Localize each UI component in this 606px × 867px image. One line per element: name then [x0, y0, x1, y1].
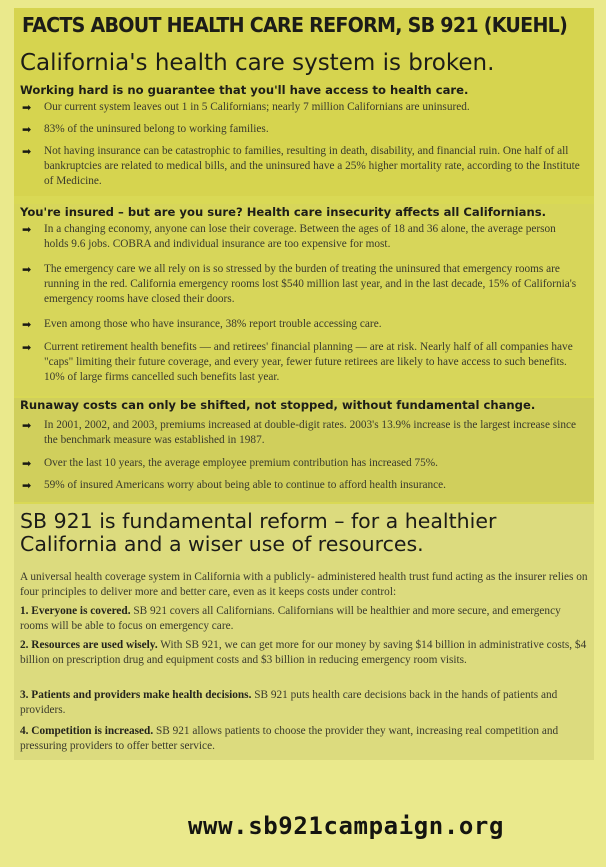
reform-point-lead: 4. Competition is increased.	[20, 725, 154, 737]
reform-point	[20, 724, 590, 754]
arrow-right-icon: ➡	[22, 318, 32, 331]
reform-point-lead: 1. Everyone is covered.	[20, 605, 131, 617]
list-item: ➡ In 2001, 2002, and 2003, premiums increased at double-digit rates. 2003's 13.9% increase is the largest increase since the benchmark measure was established in 1987.	[22, 419, 577, 446]
arrow-right-icon: ➡	[22, 419, 32, 432]
reform-point-text: With SB 921, we can get more for our money by saving $14 billion in administrative costs, $4 billion on prescription drug and equipment costs and $3 billion in reducing emergency room visits.	[20, 639, 587, 666]
page-title: FACTS ABOUT HEALTH CARE REFORM, SB 921 (KUEHL)	[22, 13, 568, 37]
reform-point-text: SB 921 allows patients to choose the provider they want, increasing real competition and pressuring providers to offer better service.	[20, 725, 559, 752]
arrow-right-icon: ➡	[22, 479, 32, 492]
list-item: ➡ Our current system leaves out 1 in 5 Californians; nearly 7 million Californians are uninsured.	[22, 101, 470, 114]
reform-point	[20, 604, 590, 634]
headline: California's health care system is broken.	[20, 50, 495, 76]
list-item: ➡ In a changing economy, anyone can lose their coverage. Between the ages of 18 and 36 alone, the average person holds 9.6 jobs. COBRA and individual insurance are too expensive for most.	[22, 223, 556, 250]
reform-point-lead: 2. Resources are used wisely.	[20, 639, 158, 651]
list-item: ➡ Over the last 10 years, the average employee premium contribution has increased 75%.	[22, 457, 438, 470]
section-heading-insured: You're insured – but are you sure? Health care insecurity affects all Californians.	[20, 205, 547, 219]
arrow-right-icon: ➡	[22, 341, 32, 354]
arrow-right-icon: ➡	[22, 263, 32, 276]
section-heading-working-hard: Working hard is no guarantee that you'll have access to health care.	[20, 83, 469, 97]
reform-point-text: SB 921 covers all Californians. Californians will be healthier and more secure, and emergency rooms will be able to focus on emergency care.	[20, 605, 561, 632]
reform-intro: A universal health coverage system in California with a publicly- administered health trust fund acting as the insurer relies on four principles to deliver more and better care, even as it keeps costs under control:	[20, 571, 588, 598]
list-item: ➡ Not having insurance can be catastrophic to families, resulting in death, disability, and financial ruin. One half of all bankruptcies are related to medical bills, and the uninsured have a 25% higher mortality rate, according to the Institute of Medicine.	[22, 145, 580, 187]
list-item: ➡ The emergency care we all rely on is so stressed by the burden of treating the uninsured that emergency rooms are running in the red. California emergency rooms lost $540 million last year, and in the last decade, 15% of California's emergency rooms have closed their doors.	[22, 263, 577, 305]
arrow-right-icon: ➡	[22, 457, 32, 470]
arrow-right-icon: ➡	[22, 223, 32, 236]
list-item: ➡ 59% of insured Americans worry about being able to continue to afford health insurance.	[22, 479, 446, 492]
reform-point	[20, 638, 590, 668]
arrow-right-icon: ➡	[22, 123, 32, 136]
list-item: ➡ Current retirement health benefits — and retirees' financial planning — are at risk. Nearly half of all companies have "caps" limiting their future coverage, and every year, fewer future retirees are likely to have access to such benefits. 10% of large firms cancelled such benefits last year.	[22, 341, 573, 383]
reform-point-text: SB 921 puts health care decisions back in the hands of patients and providers.	[20, 689, 558, 716]
arrow-right-icon: ➡	[22, 145, 32, 158]
arrow-right-icon: ➡	[22, 101, 32, 114]
list-item: ➡ Even among those who have insurance, 38% report trouble accessing care.	[22, 318, 382, 331]
list-item: ➡ 83% of the uninsured belong to working families.	[22, 123, 269, 136]
reform-headline: SB 921 is fundamental reform – for a healthier California and a wiser use of resources.	[20, 509, 497, 556]
reform-point-lead: 3. Patients and providers make health decisions.	[20, 689, 252, 701]
campaign-url[interactable]: www.sb921campaign.org	[188, 812, 505, 840]
flyer-sheet	[14, 8, 594, 760]
section-heading-costs: Runaway costs can only be shifted, not stopped, without fundamental change.	[20, 398, 536, 412]
reform-point	[20, 688, 590, 718]
